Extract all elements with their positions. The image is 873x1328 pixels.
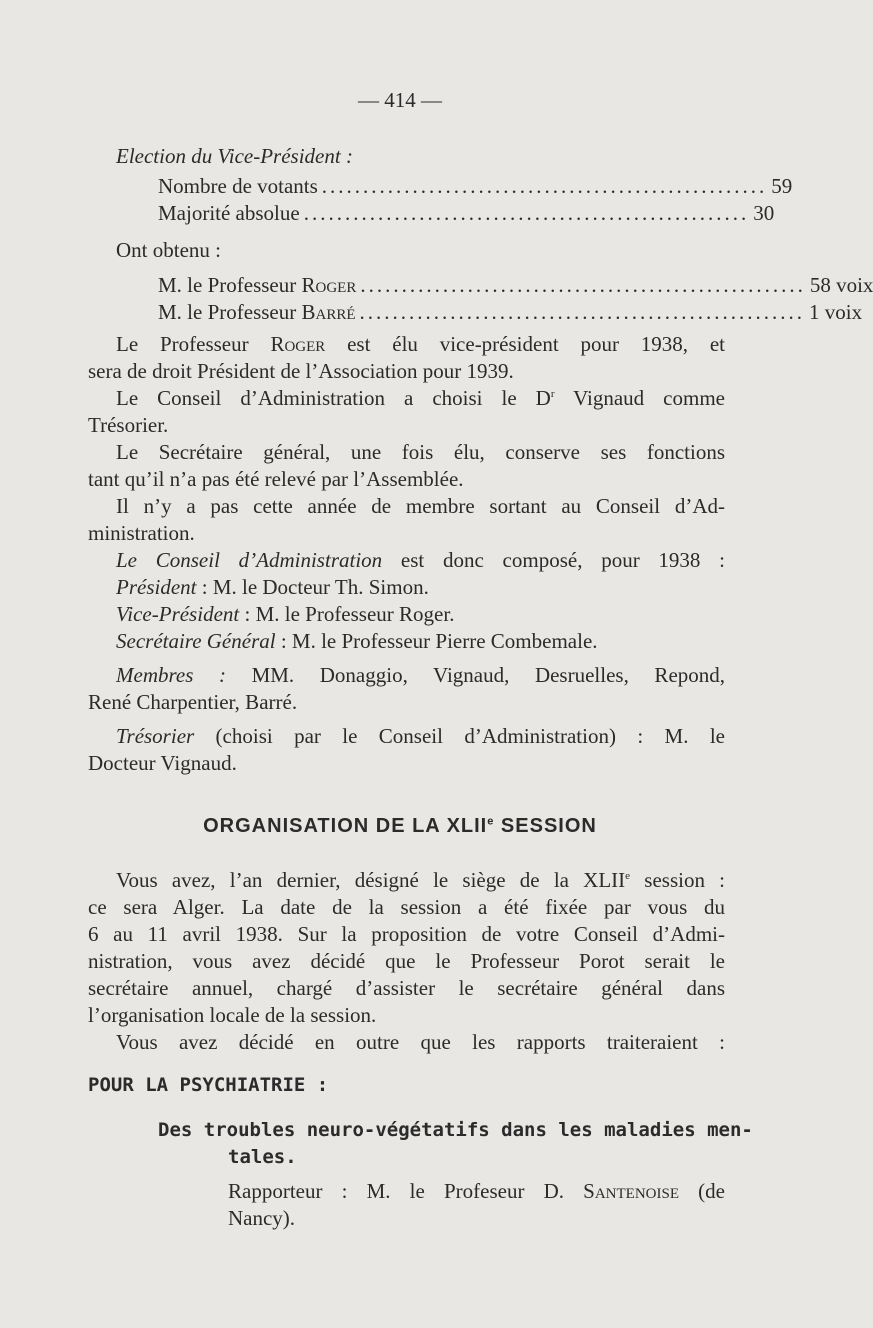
text: session :	[630, 868, 725, 892]
superscript: e	[625, 870, 631, 882]
candidate-votes: 58 voix	[809, 273, 873, 297]
superscript: r	[550, 388, 555, 400]
candidate-name: Roger	[301, 273, 357, 297]
candidate-row-barre: M. le Professeur Barré ...................................................... 1 voix	[158, 300, 863, 324]
text: Membres :	[116, 663, 226, 687]
president-line	[116, 573, 429, 601]
para2-line1	[116, 384, 725, 412]
text: Président	[116, 575, 197, 599]
para3-line2: tant qu’il n’a pas été relevé par l’Assemblée.	[88, 467, 464, 491]
vice-president-line	[116, 600, 454, 628]
text: Le Conseil d’Administration a choisi le D	[116, 386, 551, 410]
majorite-row: Majorité absolue ...................................................... 30	[158, 201, 775, 225]
majorite-value: 30	[753, 201, 775, 225]
text: (de	[679, 1179, 725, 1203]
text: Vice-Président	[116, 602, 240, 626]
rapporteur-line1	[228, 1177, 725, 1205]
secretary-line	[116, 627, 598, 655]
text: est élu vice-président pour 1938, et	[325, 332, 726, 356]
para5-line6: l’organisation locale de la session.	[88, 1003, 377, 1027]
text: Le Professeur	[116, 332, 271, 356]
topic-line1: Des troubles neuro-végétatifs dans les maladies men-	[158, 1119, 753, 1141]
members-line2: René Charpentier, Barré.	[88, 690, 298, 714]
text: (choisi par le Conseil d’Administration) : M. le	[194, 724, 725, 748]
page-number: — 414 —	[358, 88, 442, 112]
text: : M. le Professeur Roger.	[239, 602, 455, 626]
text: Roger	[270, 332, 326, 356]
text: Le Conseil d’Administration	[116, 548, 383, 572]
text: SESSION	[494, 815, 597, 837]
para4-line2: ministration.	[88, 521, 195, 545]
text: Vignaud comme	[554, 386, 725, 410]
text: MM. Donaggio, Vignaud, Desruelles, Repond,	[225, 663, 726, 687]
para3-line1: Le Secrétaire général, une fois élu, conserve ses fonctions	[116, 440, 725, 464]
para5-line3: 6 au 11 avril 1938. Sur la proposition de votre Conseil d’Admi-	[88, 922, 725, 946]
para5-line2: ce sera Alger. La date de la session a été fixée par vous du	[88, 895, 725, 919]
text: Vous avez, l’an dernier, désigné le siège de la XLII	[116, 868, 626, 892]
text: Rapporteur : M. le Profeseur D.	[228, 1179, 584, 1203]
candidate-prefix: M. le Professeur	[158, 273, 302, 297]
composition-intro	[116, 546, 725, 574]
text: Trésorier	[116, 724, 195, 748]
para5-line4: nistration, vous avez décidé que le Professeur Porot serait le	[88, 949, 725, 973]
para2-line2: Trésorier.	[88, 413, 169, 437]
treasurer-line2: Docteur Vignaud.	[88, 751, 237, 775]
election-title: Election du Vice-Président :	[116, 144, 353, 168]
candidate-prefix: M. le Professeur	[158, 300, 302, 324]
votants-label: Nombre de votants	[158, 174, 318, 198]
text: : M. le Docteur Th. Simon.	[196, 575, 429, 599]
text: ORGANISATION DE LA XLII	[203, 815, 488, 837]
psychiatry-heading: POUR LA PSYCHIATRIE :	[88, 1074, 329, 1096]
section-heading	[0, 812, 800, 840]
votants-row: Nombre de votants ...................................................... 59	[158, 174, 793, 198]
para4-line1: Il n’y a pas cette année de membre sortant au Conseil d’Ad-	[116, 494, 725, 518]
treasurer-line1	[116, 722, 725, 750]
majorite-label: Majorité absolue	[158, 201, 300, 225]
para5-line5: secrétaire annuel, chargé d’assister le secrétaire général dans	[88, 976, 725, 1000]
superscript: e	[487, 815, 495, 828]
topic-line2: tales.	[228, 1146, 297, 1168]
text: : M. le Professeur Pierre Combemale.	[275, 629, 598, 653]
para5-line1	[116, 866, 725, 894]
text: est donc composé, pour 1938 :	[382, 548, 725, 572]
text: Santenoise	[583, 1179, 680, 1203]
para6: Vous avez décidé en outre que les rapports traiteraient :	[116, 1030, 725, 1054]
obtained-label: Ont obtenu :	[116, 238, 221, 262]
candidate-votes: 1 voix	[809, 300, 863, 324]
candidate-name: Barré	[301, 300, 356, 324]
rapporteur-line2: Nancy).	[228, 1206, 296, 1230]
text: Secrétaire Général	[116, 629, 276, 653]
members-line1	[116, 661, 725, 689]
votants-value: 59	[771, 174, 793, 198]
para1-line1	[116, 330, 725, 358]
para1-line2: sera de droit Président de l’Association pour 1939.	[88, 359, 514, 383]
candidate-row-roger: M. le Professeur Roger ...................................................... 58 voix	[158, 273, 873, 297]
